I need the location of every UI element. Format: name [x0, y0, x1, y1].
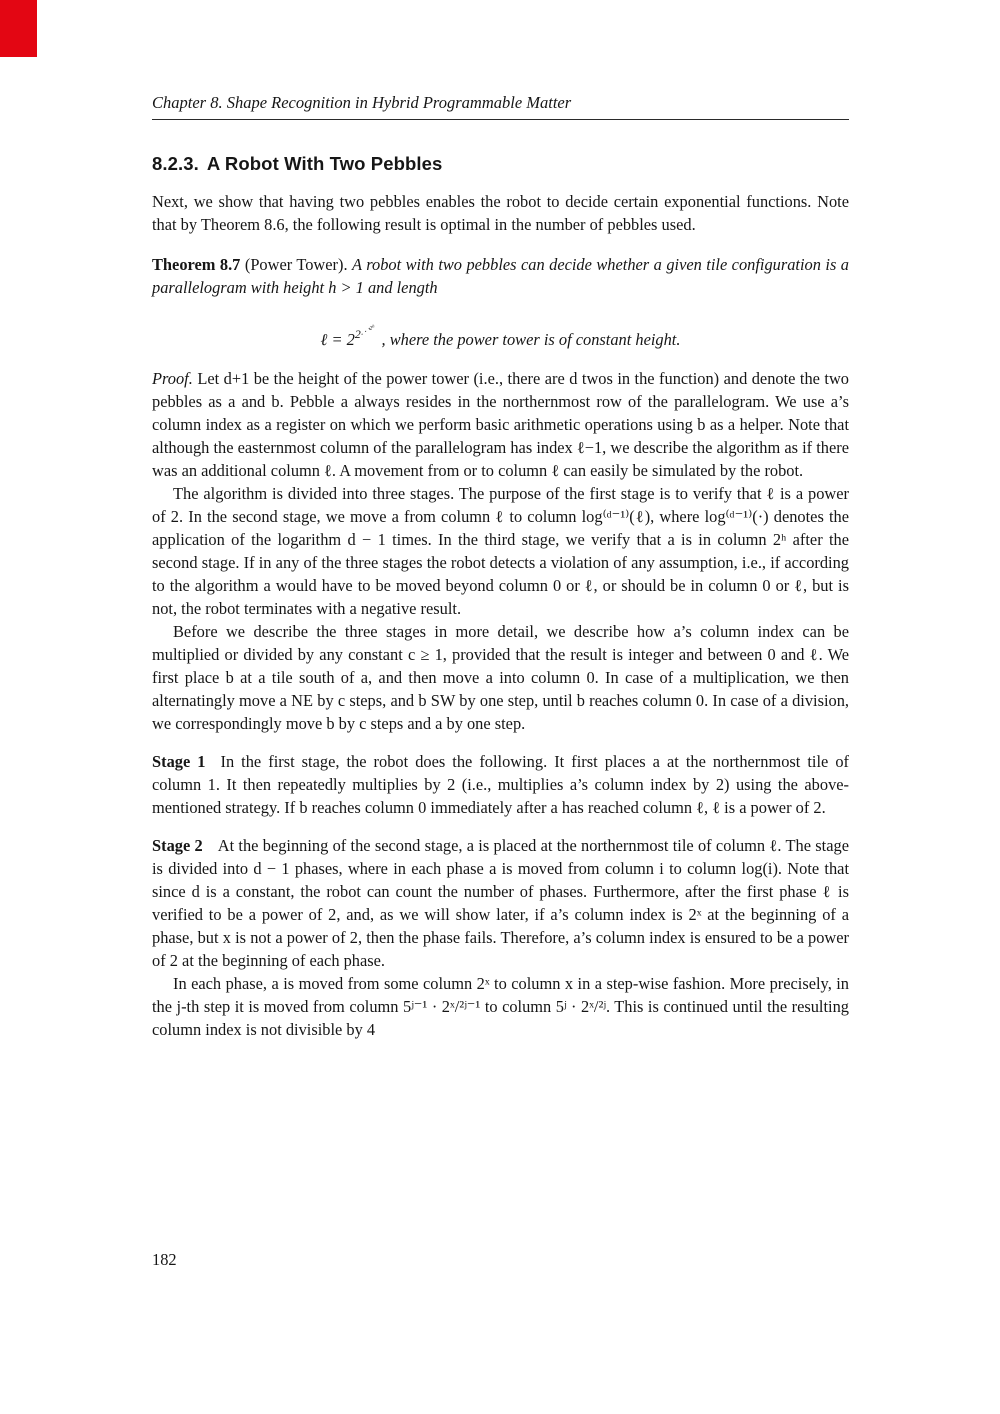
stage1-label: Stage 1: [152, 751, 206, 771]
equation-exponent-1: [354, 324, 375, 342]
theorem-statement: A robot with two pebbles can decide whether a given tile configuration is a parallelogram with height h > 1 and length: [152, 255, 849, 297]
stage1-body: In the first stage, the robot does the following. It first places a at the northernmost tile of column 1. It then repeatedly multiplies by 2 (i.e., multiplies a’s column index by 2) using the above-mentioned strategy. If b reaches column 0 immediately after a has reached column ℓ, ℓ is a power of 2.: [152, 751, 849, 817]
chapter-tab: [0, 0, 37, 57]
equation-top-exponent: [372, 324, 374, 329]
stage1-paragraph: [152, 750, 849, 819]
theorem-label: Theorem 8.7: [152, 255, 241, 274]
section-title: A Robot With Two Pebbles: [206, 153, 443, 174]
section-heading: [152, 153, 849, 175]
section-number: 8.2.3.: [152, 153, 199, 174]
equation-top-level: [369, 326, 374, 332]
stage2-label: Stage 2: [152, 835, 203, 855]
stage2-paragraph: [152, 834, 849, 972]
intro-paragraph: Next, we show that having two pebbles enables the robot to decide certain exponential functions. Note that by Theorem 8.6, the following result is optimal in the number of pebbles used.: [152, 192, 849, 234]
proof-paragraph-2: The algorithm is divided into three stages. The purpose of the first stage is to verify that ℓ is a power of 2. In the second stage, we move a from column ℓ to column log⁽ᵈ⁻¹⁾(ℓ), where log⁽ᵈ⁻¹⁾(·) denotes the application of the logarithm d − 1 times. In the third stage, we verify that a is in column 2ʰ after the second stage. If in any of the three stages the robot detects a violation of any assumption, i.e., if according to the algorithm a would have to be moved beyond column 0 or ℓ, or should be in column 0 or ℓ, but is not, the robot terminates with a negative result.: [152, 483, 849, 618]
equation-top-exponent-text: h: [372, 324, 375, 329]
proof-paragraph-1: [152, 367, 849, 482]
running-header: [152, 93, 849, 120]
equation-block: [152, 309, 849, 350]
stage2-body: At the beginning of the second stage, a is placed at the northernmost tile of column ℓ. The stage is divided into d − 1 phases, where in each phase a is moved from column i to column log(i). Note that since d is a constant, the robot can count the number of phases. Furthermore, after the first phase ℓ is verified to be a power of 2, and, as we will show later, if a’s column index is 2ˣ at the beginning of a phase, but x is not a power of 2, then the phase fails. Therefore, a’s column index is ensured to be a power of 2 at the beginning of each phase.: [152, 835, 849, 970]
diagonal-dots: ⋰: [360, 325, 370, 336]
equation-exponent-1-text: 2: [354, 327, 361, 342]
equation-base: ℓ = 2: [320, 329, 355, 349]
running-header-text: Chapter 8. Shape Recognition in Hybrid Programmable Matter: [152, 93, 572, 112]
equation-top-base: 2: [369, 326, 373, 333]
stage2-closing-paragraph: In each phase, a is moved from some column 2ˣ to column x in a step-wise fashion. More precisely, in the j-th step it is moved from column 5ʲ⁻¹ · 2ˣ/²ʲ⁻¹ to column 5ʲ · 2ˣ/²ʲ. This is continued until the resulting column index is not divisible by 4: [152, 973, 849, 1039]
theorem-qualifier: (Power Tower).: [240, 255, 348, 274]
theorem-block: [152, 253, 849, 299]
proof-label: Proof.: [152, 368, 193, 388]
page-content: [152, 93, 849, 1041]
equation-tail-text: , where the power tower is of constant height.: [381, 329, 681, 349]
power-tower-formula: [320, 324, 375, 349]
proof-body-1: Let d+1 be the height of the power tower (i.e., there are d twos in the function) and denote the two pebbles as a and b. Pebble a always resides in the northernmost row of the parallelogram. We use a’s column index as a register on which we perform basic arithmetic operations using b as a helper. Note that although the easternmost column of the parallelogram has index ℓ−1, we describe the algorithm as if there was an additional column ℓ. A movement from or to column ℓ can easily be simulated by the robot.: [152, 368, 849, 480]
equation-dots-level: [361, 326, 375, 336]
proof-paragraph-3: Before we describe the three stages in more detail, we describe how a’s column index can be multiplied or divided by any constant c ≥ 1, provided that the result is integer and between 0 and ℓ. We first place b at a tile south of a, and then move a into column 0. In case of a multiplication, we then alternatingly move a NE by c steps, and b SW by one step, until b reaches column 0. In case of a division, we correspondingly move b by c steps and a by one step.: [152, 621, 849, 733]
page-number: 182: [152, 1250, 177, 1269]
